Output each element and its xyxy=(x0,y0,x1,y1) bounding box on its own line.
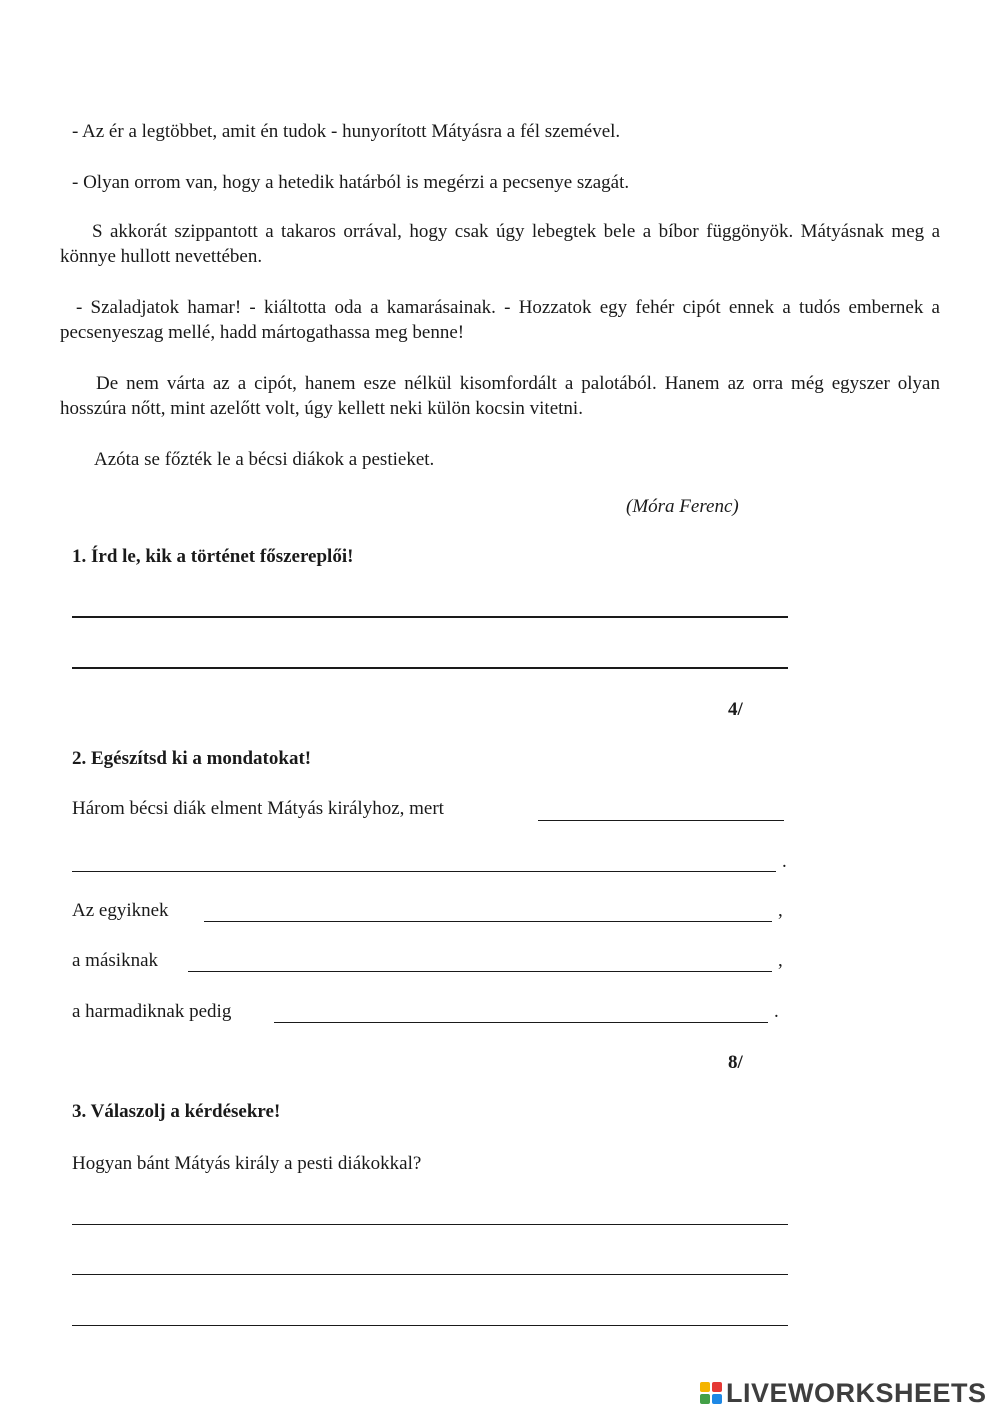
fill-blank-5[interactable] xyxy=(274,1022,768,1023)
fill-blank-3[interactable] xyxy=(204,921,772,922)
sentence-comma: , xyxy=(778,900,783,921)
story-paragraph-3: S akkorát szippantott a takaros orrával, hogy csak úgy lebegtek bele a bíbor függönyök. Mátyásnak meg a könnye hullott nevettében. xyxy=(60,221,940,267)
story-paragraph-2: - Olyan orrom van, hogy a hetedik határból is megérzi a pecsenye szagát. xyxy=(72,172,630,193)
author-credit: (Móra Ferenc) xyxy=(626,496,739,517)
sentence-row-3 xyxy=(72,900,169,922)
task-1-score: 4/ xyxy=(728,699,743,720)
story-paragraph-1: - Az ér a legtöbbet, amit én tudok - hunyorított Mátyásra a fél szemével. xyxy=(72,121,621,142)
story-paragraph-5: De nem várta az a cipót, hanem esze nélkül kisomfordált a palotából. Hanem az orra még egyszer olyan hosszúra nőtt, mint azelőtt volt, úgy kellett neki külön kocsin vitetni. xyxy=(60,373,940,419)
answer-line-1[interactable] xyxy=(72,616,788,618)
task-1-heading: 1. Írd le, kik a történet főszereplői! xyxy=(72,546,354,567)
brand-squares-icon xyxy=(700,1382,722,1404)
story-paragraph-6: Azóta se főzték le a bécsi diákok a pestieket. xyxy=(94,449,435,470)
answer-line-5[interactable] xyxy=(72,1325,788,1326)
question-1: Hogyan bánt Mátyás király a pesti diákokkal? xyxy=(72,1153,422,1174)
liveworksheets-logo xyxy=(700,1378,987,1408)
brand-name: LIVEWORKSHEETS xyxy=(726,1377,987,1408)
sentence-row-1 xyxy=(72,798,444,820)
sentence-prefix: Az egyiknek xyxy=(72,900,169,921)
fill-blank-1[interactable] xyxy=(538,820,784,821)
sentence-comma: , xyxy=(778,950,783,971)
sentence-end-mark: . xyxy=(774,1001,779,1022)
answer-line-4[interactable] xyxy=(72,1274,788,1275)
task-2-heading: 2. Egészítsd ki a mondatokat! xyxy=(72,748,312,769)
story-paragraph-4: - Szaladjatok hamar! - kiáltotta oda a kamarásainak. - Hozzatok egy fehér cipót ennek a tudós embernek a pecsenyeszag mellé, hadd mártogathassa meg benne! xyxy=(60,297,940,343)
sentence-prefix: a másiknak xyxy=(72,950,159,971)
sentence-prefix: Három bécsi diák elment Mátyás királyhoz, mert xyxy=(72,798,444,819)
answer-line-3[interactable] xyxy=(72,1224,788,1225)
task-3-heading: 3. Válaszolj a kérdésekre! xyxy=(72,1101,281,1122)
sentence-end-mark: . xyxy=(782,851,787,872)
answer-line-2[interactable] xyxy=(72,667,788,669)
fill-blank-2[interactable] xyxy=(72,871,776,872)
sentence-prefix: a harmadiknak pedig xyxy=(72,1001,232,1022)
sentence-row-4 xyxy=(72,950,158,972)
task-2-score: 8/ xyxy=(728,1052,743,1073)
sentence-row-5 xyxy=(72,1001,231,1023)
fill-blank-4[interactable] xyxy=(188,971,772,972)
